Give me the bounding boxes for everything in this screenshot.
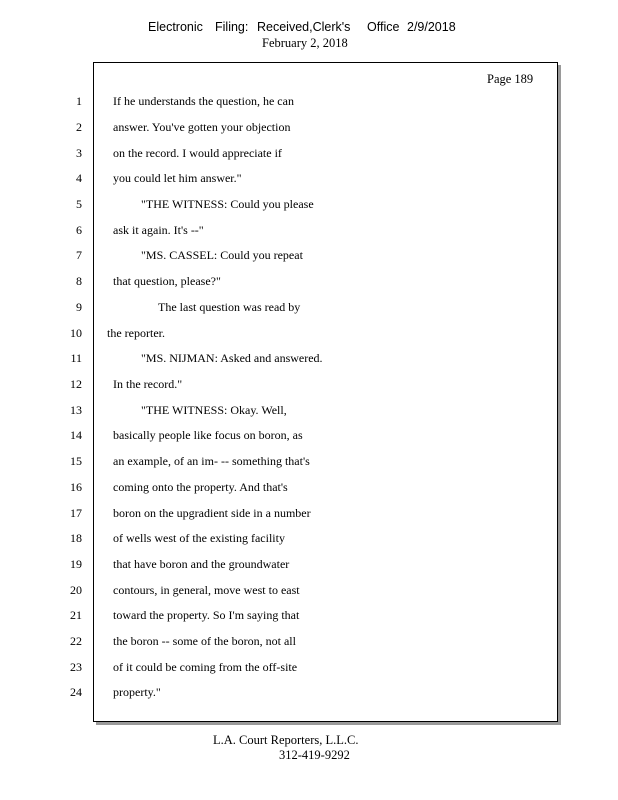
- line-number: 5: [76, 197, 82, 211]
- line-text: "THE WITNESS: Could you please: [141, 197, 314, 211]
- line-text: "THE WITNESS: Okay. Well,: [141, 403, 287, 417]
- line-text: The last question was read by: [158, 300, 301, 314]
- line-text: answer. You've gotten your objection: [113, 120, 291, 134]
- line-number: 1: [76, 94, 82, 108]
- line-number: 23: [70, 660, 82, 674]
- line-number: 12: [70, 377, 82, 391]
- line-text: on the record. I would appreciate if: [113, 146, 282, 160]
- reporter-company: L.A. Court Reporters, L.L.C.: [213, 733, 359, 747]
- line-number: 15: [70, 454, 82, 468]
- line-number: 8: [76, 274, 82, 288]
- line-number: 11: [70, 351, 82, 365]
- line-number: 21: [70, 608, 82, 622]
- transcript-page: [93, 62, 558, 722]
- line-number: 10: [70, 326, 82, 340]
- stamp-filing: Filing:: [215, 20, 249, 34]
- line-number: 18: [70, 531, 82, 545]
- line-text: "MS. NIJMAN: Asked and answered.: [141, 351, 323, 365]
- line-text: the reporter.: [107, 326, 165, 340]
- line-number: 3: [76, 146, 82, 160]
- line-text: that have boron and the groundwater: [113, 557, 290, 571]
- line-text: "MS. CASSEL: Could you repeat: [141, 248, 303, 262]
- line-number: 14: [70, 428, 82, 442]
- line-number: 20: [70, 583, 82, 597]
- line-text: In the record.": [113, 377, 183, 391]
- line-text: coming onto the property. And that's: [113, 480, 288, 494]
- line-number: 7: [76, 248, 82, 262]
- line-text: the boron -- some of the boron, not all: [113, 634, 296, 648]
- line-text: toward the property. So I'm saying that: [113, 608, 300, 622]
- line-text: an example, of an im- -- something that's: [113, 454, 310, 468]
- line-text: that question, please?": [113, 274, 221, 288]
- line-text: of it could be coming from the off-site: [113, 660, 298, 674]
- line-text: of wells west of the existing facility: [113, 531, 285, 545]
- line-text: ask it again. It's --": [113, 223, 204, 237]
- line-number: 13: [70, 403, 82, 417]
- stamp-office: Office: [367, 20, 400, 34]
- line-text: If he understands the question, he can: [113, 94, 294, 108]
- stamp-received: Received,Clerk's: [257, 20, 351, 34]
- reporter-phone: 312-419-9292: [279, 748, 350, 762]
- line-text: you could let him answer.": [113, 171, 242, 185]
- line-text: boron on the upgradient side in a number: [113, 506, 311, 520]
- page-number: Page 189: [487, 72, 534, 86]
- line-number: 16: [70, 480, 82, 494]
- stamp-electronic: Electronic: [148, 20, 203, 34]
- filing-stamp-header: [0, 20, 618, 52]
- line-number: 4: [76, 171, 82, 185]
- line-text: basically people like focus on boron, as: [113, 428, 303, 442]
- line-text: property.": [113, 685, 161, 699]
- line-text: contours, in general, move west to east: [113, 583, 300, 597]
- stamp-date: 2/9/2018: [407, 20, 456, 34]
- line-number: 19: [70, 557, 82, 571]
- line-number: 2: [76, 120, 82, 134]
- document-date: February 2, 2018: [262, 36, 348, 50]
- line-number: 6: [76, 223, 82, 237]
- line-number: 17: [70, 506, 82, 520]
- line-number: 22: [70, 634, 82, 648]
- line-number: 24: [70, 685, 82, 699]
- line-number: 9: [76, 300, 82, 314]
